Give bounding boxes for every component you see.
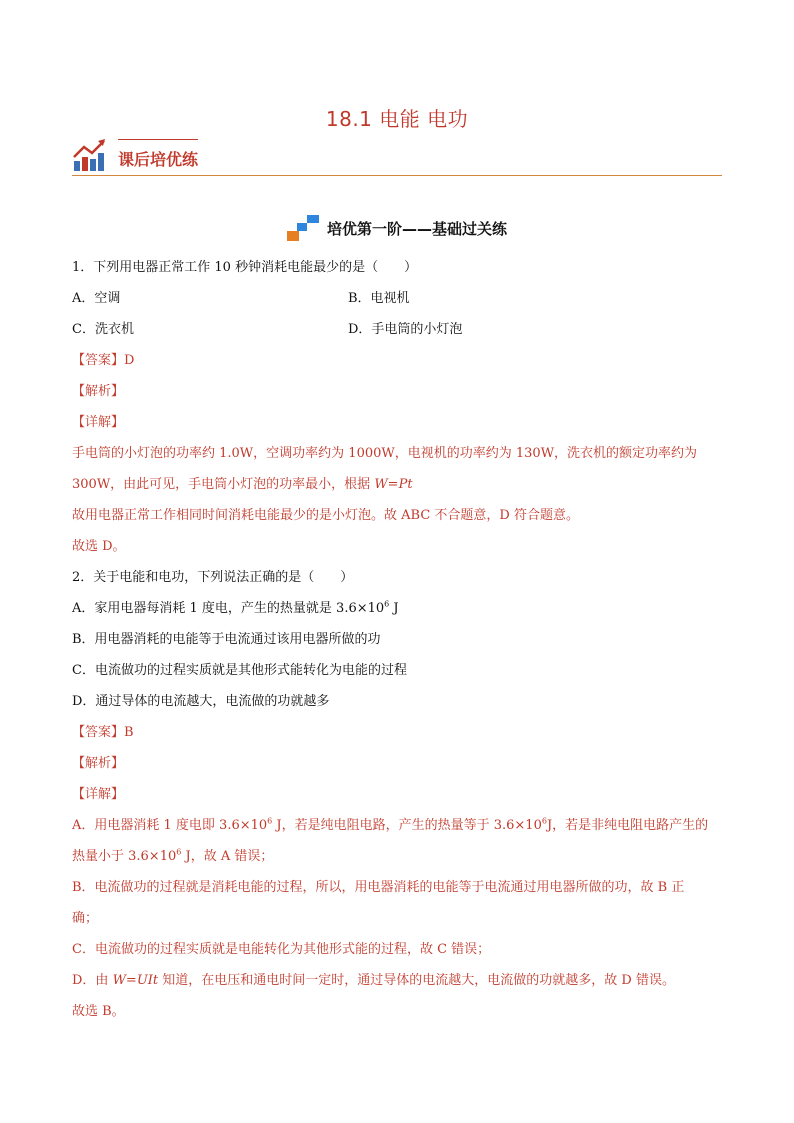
section-heading xyxy=(0,215,794,245)
q1-detail-line-2: 300W，由此可见，手电筒小灯泡的功率最小，根据 W=Pt xyxy=(72,477,413,492)
q1-detail-line-1: 手电筒的小灯泡的功率约 1.0W，空调功率约为 1000W，电视机的功率约为 130W，洗衣机的额定功率约为 xyxy=(72,446,698,461)
q1-detail-label: 【详解】 xyxy=(72,415,125,430)
q2-formula: W=UIt xyxy=(112,973,159,988)
q2-detail-a-line-1: A．用电器消耗 1 度电即 $3.6\times 10^6$ J，若是纯电阻电路，产生的热量等于 $3.6\times 10^6J$，若是非纯电阻电路产生的 xyxy=(72,816,709,833)
q2-detail-a-line-2: 热量小于 $3.6\times 10^6$ J，故 A 错误； xyxy=(72,847,274,864)
q2-option-c: C．电流做功的过程实质就是其他形式能转化为电能的过程 xyxy=(72,663,407,678)
q1-option-a: A．空调 xyxy=(72,291,121,306)
page-title: 18.1 电能 电功 xyxy=(325,107,469,131)
q2-detail-b-line-2: 确； xyxy=(72,911,99,926)
rising-chart-icon xyxy=(72,137,108,173)
q2-detail-b-line-1: B．电流做功的过程就是消耗电能的过程，所以，用电器消耗的电能等于电流通过用电器所做的功，故 B 正 xyxy=(72,880,685,895)
q2-conclusion: 故选 B。 xyxy=(72,1004,125,1019)
q1-answer: 【答案】D xyxy=(72,353,135,368)
question-2-stem: 2．关于电能和电功，下列说法正确的是（ ） xyxy=(72,570,354,585)
q1-analysis-label: 【解析】 xyxy=(72,384,125,399)
q1-option-c: C．洗衣机 xyxy=(72,322,134,337)
question-1-stem: 1．下列用电器正常工作 10 秒钟消耗电能最少的是（ ） xyxy=(72,260,418,275)
header-divider xyxy=(72,175,722,176)
q2-answer: 【答案】B xyxy=(72,725,134,740)
q2-option-d: D．通过导体的电流越大，电流做的功就越多 xyxy=(72,694,330,709)
q2-option-a: A．家用电器每消耗 1 度电，产生的热量就是 $3.6\times 10^6$ J xyxy=(72,599,399,616)
q1-detail-line-3: 故用电器正常工作相同时间消耗电能最少的是小灯泡。故 ABC 不合题意，D 符合题意。 xyxy=(72,508,579,523)
q1-option-b: B．电视机 xyxy=(348,291,410,306)
section-heading-text: 培优第一阶——基础过关练 xyxy=(326,219,507,238)
q2-analysis-label: 【解析】 xyxy=(72,756,125,771)
q1-formula: W=Pt xyxy=(374,477,413,492)
q2-detail-label: 【详解】 xyxy=(72,787,125,802)
q2-detail-c: C．电流做功的过程实质就是电能转化为其他形式能的过程，故 C 错误； xyxy=(72,942,491,957)
header-rule-short xyxy=(118,139,198,140)
q2-detail-d: D．由 W=UIt 知道，在电压和通电时间一定时，通过导体的电流越大，电流做的功就越多，故 D 错误。 xyxy=(72,973,675,988)
stairs-icon xyxy=(287,215,319,241)
q1-option-d: D．手电筒的小灯泡 xyxy=(348,322,463,337)
q2-option-b: B．用电器消耗的电能等于电流通过该用电器所做的功 xyxy=(72,632,381,647)
q1-conclusion: 故选 D。 xyxy=(72,539,126,554)
header-label: 课后培优练 xyxy=(118,150,199,169)
